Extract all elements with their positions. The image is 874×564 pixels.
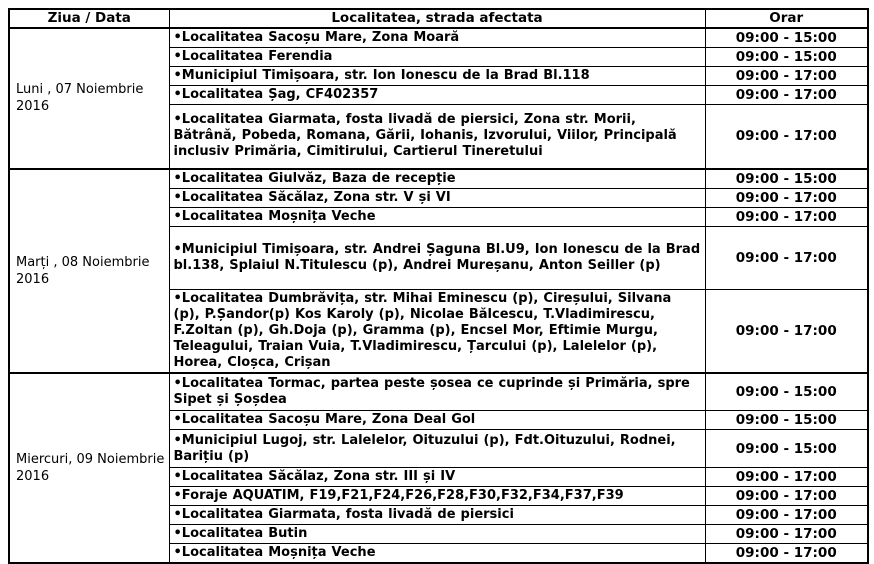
schedule-cell: 09:00 - 17:00 (705, 226, 868, 289)
table-row (9, 28, 868, 48)
schedule-cell: 09:00 - 17:00 (705, 67, 868, 86)
location-cell: •Localitatea Șag, CF402357 (169, 86, 705, 105)
schedule-cell: 09:00 - 15:00 (705, 411, 868, 430)
day-cell-wednesday: Miercuri, 09 Noiembrie 2016 (9, 373, 169, 564)
schedule-cell: 09:00 - 17:00 (705, 105, 868, 169)
location-cell: •Localitatea Tormac, partea peste șosea ce cuprinde și Primăria, spre Sipet și Șoșdea (169, 373, 705, 411)
column-header-day: Ziua / Data (9, 9, 169, 28)
location-cell: •Localitatea Săcălaz, Zona str. V și VI (169, 188, 705, 207)
table-row (9, 373, 868, 411)
location-cell: •Foraje AQUATIM, F19,F21,F24,F26,F28,F30,F32,F34,F37,F39 (169, 487, 705, 506)
location-cell: •Municipiul Timișoara, str. Andrei Șaguna Bl.U9, Ion Ionescu de la Brad bl.138, Splaiul N.Titulescu (p), Andrei Mureșanu, Anton Seiller (p) (169, 226, 705, 289)
schedule-cell: 09:00 - 17:00 (705, 544, 868, 564)
schedule-cell: 09:00 - 17:00 (705, 289, 868, 373)
outage-schedule-table (8, 8, 869, 564)
location-cell: •Localitatea Moșnița Veche (169, 207, 705, 226)
column-header-schedule: Orar (705, 9, 868, 28)
day-cell-tuesday: Marți , 08 Noiembrie 2016 (9, 169, 169, 373)
table-row (9, 169, 868, 189)
location-cell: •Localitatea Ferendia (169, 48, 705, 67)
location-cell: •Localitatea Moșnița Veche (169, 544, 705, 564)
schedule-cell: 09:00 - 17:00 (705, 525, 868, 544)
location-cell: •Localitatea Giarmata, fosta livadă de piersici, Zona str. Morii, Bătrână, Pobeda, Romana, Gării, Iohanis, Izvorului, Viilor, Principală inclusiv Primăria, Cimitirului, Cartierul Tineretului (169, 105, 705, 169)
location-cell: •Localitatea Săcălaz, Zona str. III și IV (169, 468, 705, 487)
schedule-cell: 09:00 - 15:00 (705, 48, 868, 67)
location-cell: •Localitatea Sacoșu Mare, Zona Deal Gol (169, 411, 705, 430)
location-cell: •Localitatea Dumbrăvița, str. Mihai Eminescu (p), Cireșului, Silvana (p), P.Șandor(p) Kos Karoly (p), Nicolae Bălcescu, T.Vladimirescu, F.Zoltan (p), Gh.Doja (p), Gramma (p), Encsel Mor, Eftimie Murgu, Teleagului, Traian Vuia, T.Vladimirescu, Țarcului (p), Lalelelor (p), Horea, Cloșca, Crișan (169, 289, 705, 373)
schedule-cell: 09:00 - 15:00 (705, 430, 868, 468)
location-cell: •Municipiul Lugoj, str. Lalelelor, Oituzului (p), Fdt.Oituzului, Rodnei, Barițiu (p) (169, 430, 705, 468)
location-cell: •Localitatea Giulvăz, Baza de recepție (169, 169, 705, 189)
schedule-cell: 09:00 - 17:00 (705, 207, 868, 226)
location-cell: •Localitatea Sacoșu Mare, Zona Moară (169, 28, 705, 48)
schedule-cell: 09:00 - 17:00 (705, 188, 868, 207)
schedule-cell: 09:00 - 15:00 (705, 169, 868, 189)
schedule-cell: 09:00 - 17:00 (705, 506, 868, 525)
schedule-cell: 09:00 - 15:00 (705, 28, 868, 48)
column-header-location: Localitatea, strada afectata (169, 9, 705, 28)
table-header-row (9, 9, 868, 28)
location-cell: •Localitatea Giarmata, fosta livadă de piersici (169, 506, 705, 525)
schedule-cell: 09:00 - 15:00 (705, 373, 868, 411)
schedule-cell: 09:00 - 17:00 (705, 86, 868, 105)
day-cell-monday: Luni , 07 Noiembrie 2016 (9, 28, 169, 169)
location-cell: •Municipiul Timișoara, str. Ion Ionescu de la Brad Bl.118 (169, 67, 705, 86)
schedule-cell: 09:00 - 17:00 (705, 468, 868, 487)
location-cell: •Localitatea Butin (169, 525, 705, 544)
schedule-cell: 09:00 - 17:00 (705, 487, 868, 506)
